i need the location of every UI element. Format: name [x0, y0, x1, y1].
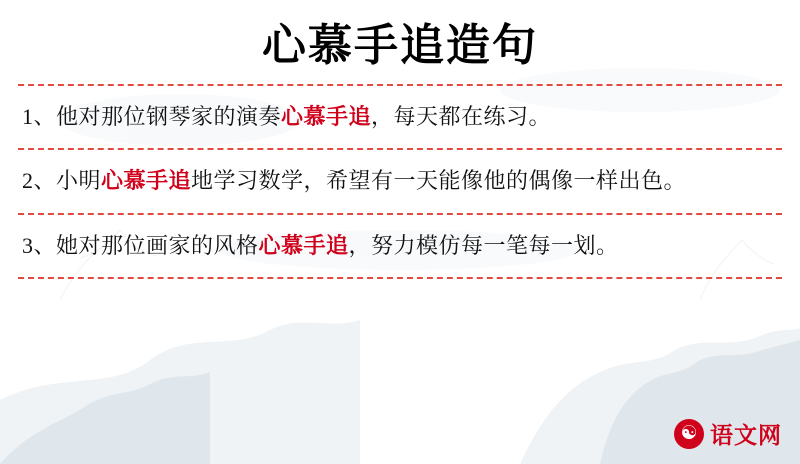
- sentence-1-part-1: 他对那位钢琴家的演奏: [56, 104, 282, 130]
- list-item: [18, 215, 782, 277]
- page-title: 心慕手追造句: [262, 21, 538, 70]
- sentence-1: [22, 100, 778, 134]
- sentence-2-keyword: 心慕手追: [101, 168, 192, 194]
- yinyang-icon: ☯: [674, 419, 704, 449]
- sentence-1-number: 1、: [22, 104, 57, 130]
- sentence-1-part-3: ，每天都在练习。: [371, 104, 552, 130]
- divider-bottom: [18, 277, 782, 279]
- sentence-list: [18, 86, 782, 278]
- sentence-3-number: 3、: [22, 232, 57, 258]
- list-item: [18, 86, 782, 148]
- title-container: [18, 0, 782, 84]
- sentence-2: [22, 164, 778, 198]
- sentence-1-keyword: 心慕手追: [281, 104, 372, 130]
- site-logo-text: 语文网: [710, 423, 782, 448]
- sentence-3: [22, 229, 778, 263]
- list-item: [18, 150, 782, 212]
- sentence-2-part-3: 地学习数学，希望有一天能像他的偶像一样出色。: [191, 168, 687, 194]
- site-logo[interactable]: [674, 417, 782, 450]
- sentence-3-part-3: ，努力模仿每一笔每一划。: [348, 232, 619, 258]
- sentence-3-part-1: 她对那位画家的风格: [56, 232, 259, 258]
- sentence-2-part-1: 小明: [56, 168, 102, 194]
- sentence-2-number: 2、: [22, 168, 57, 194]
- sentence-3-keyword: 心慕手追: [258, 232, 349, 258]
